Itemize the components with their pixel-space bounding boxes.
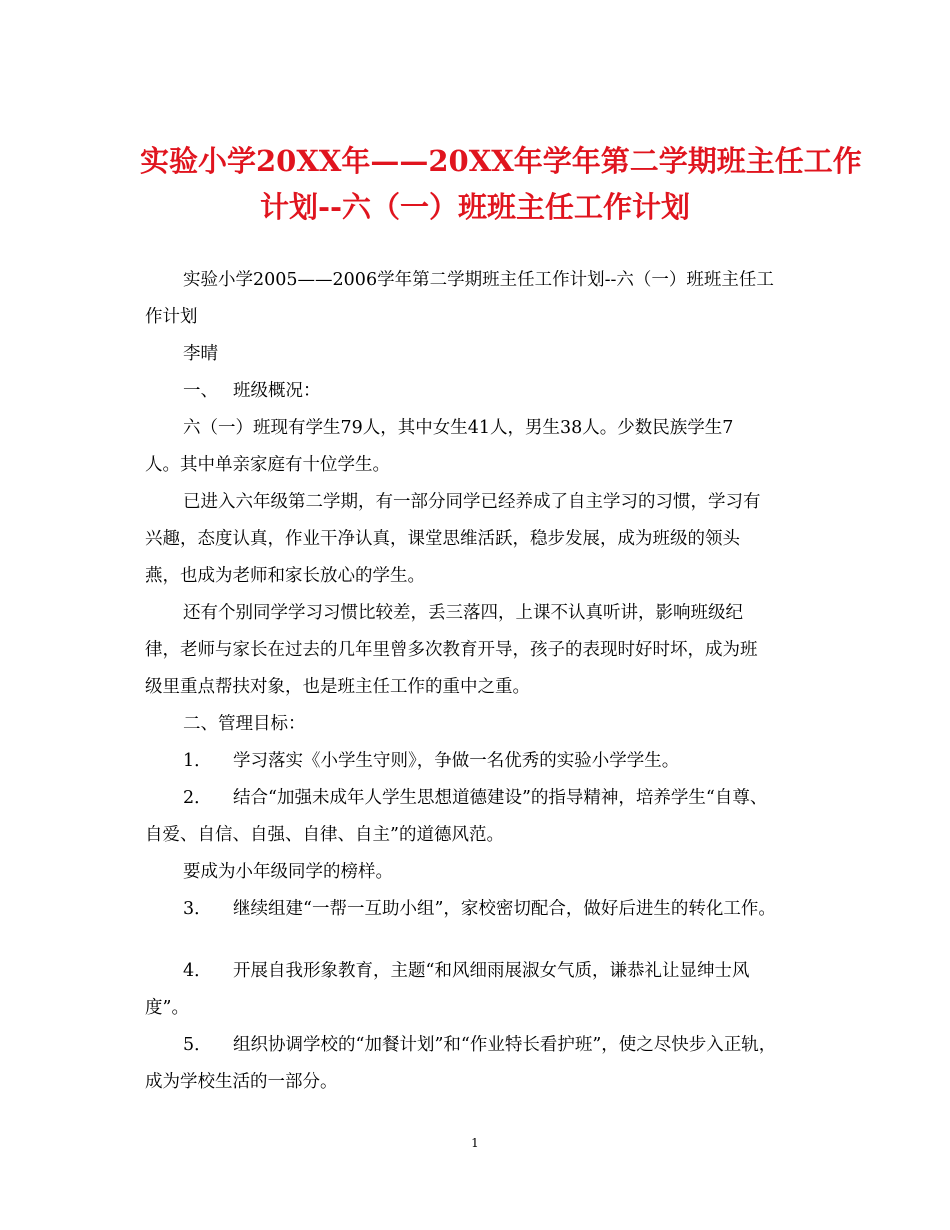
paragraph-line: 已进入六年级第二学期，有一部分同学已经养成了自主学习的习惯，学习有: [183, 492, 761, 512]
subtitle-line-2: 作计划: [145, 307, 198, 327]
list-text-continued: 度”。: [145, 998, 189, 1018]
list-item-5: [145, 1027, 810, 1101]
paragraph-good-students: [145, 484, 810, 595]
list-text: 结合“加强未成年人学生思想道德建设”的指导精神，培养学生“自尊、: [233, 788, 768, 808]
paragraph-line: 律，老师与家长在过去的几年里曾多次教育开导，孩子的表现时好时坏，成为班: [145, 640, 758, 660]
list-text-continued: 自爱、自信、自强、自律、自主”的道德风范。: [145, 825, 504, 845]
list-number: 2．: [183, 788, 212, 808]
list-text: 开展自我形象教育，主题“和风细雨展淑女气质，谦恭礼让显绅士风: [233, 961, 750, 981]
paragraph-class-overview: [145, 410, 810, 484]
list-number: 5．: [183, 1035, 212, 1055]
list-number: 1．: [183, 751, 212, 771]
list-text: 学习落实《小学生守则》，争做一名优秀的实验小学学生。: [233, 751, 680, 771]
list-item-3: [145, 891, 810, 928]
paragraph-line: 六（一）班现有学生79人，其中女生41人，男生38人。少数民族学生7: [183, 418, 734, 438]
author-name: 李晴: [183, 344, 218, 364]
list-item-1: [145, 743, 810, 780]
document-body: [145, 262, 810, 1101]
paragraph-line: 兴趣，态度认真，作业干净认真，课堂思维活跃，稳步发展，成为班级的领头: [145, 529, 740, 549]
list-number: 3．: [183, 899, 212, 919]
list-text: 组织协调学校的“加餐计划”和“作业特长看护班”，使之尽快步入正轨，: [233, 1035, 777, 1055]
section-heading-1: [145, 373, 810, 410]
page-number: 1: [471, 1136, 479, 1150]
blank-line: [145, 928, 810, 953]
paragraph-weak-students: [145, 595, 810, 706]
document-title: [140, 138, 862, 230]
title-line-2: 计划--六（一）班班主任工作计划: [259, 190, 691, 224]
list-number: 4．: [183, 961, 212, 981]
title-line-1: 实验小学20XX年——20XX年学年第二学期班主任工作: [140, 144, 862, 178]
list-text: 继续组建“一帮一互助小组”，家校密切配合，做好后进生的转化工作。: [233, 899, 776, 919]
section-heading-2: 二、管理目标：: [183, 714, 306, 734]
section-title: 班级概况：: [233, 381, 321, 401]
subtitle-paragraph: [145, 262, 810, 336]
subtitle-line-1: 实验小学2005——2006学年第二学期班主任工作计划--六（一）班班主任工: [183, 270, 774, 290]
list-item-2: [145, 780, 810, 854]
paragraph-line: 还有个别同学学习习惯比较差，丢三落四，上课不认真听讲，影响班级纪: [183, 603, 743, 623]
paragraph-line: 人。其中单亲家庭有十位学生。: [145, 455, 390, 475]
list-text-continued: 成为学校生活的一部分。: [145, 1072, 338, 1092]
list-item-2-note: 要成为小年级同学的榜样。: [183, 862, 393, 882]
list-item-4: [145, 953, 810, 1027]
paragraph-line: 级里重点帮扶对象，也是班主任工作的重中之重。: [145, 677, 530, 697]
section-number: 一、: [183, 381, 218, 401]
paragraph-line: 燕，也成为老师和家长放心的学生。: [145, 566, 425, 586]
